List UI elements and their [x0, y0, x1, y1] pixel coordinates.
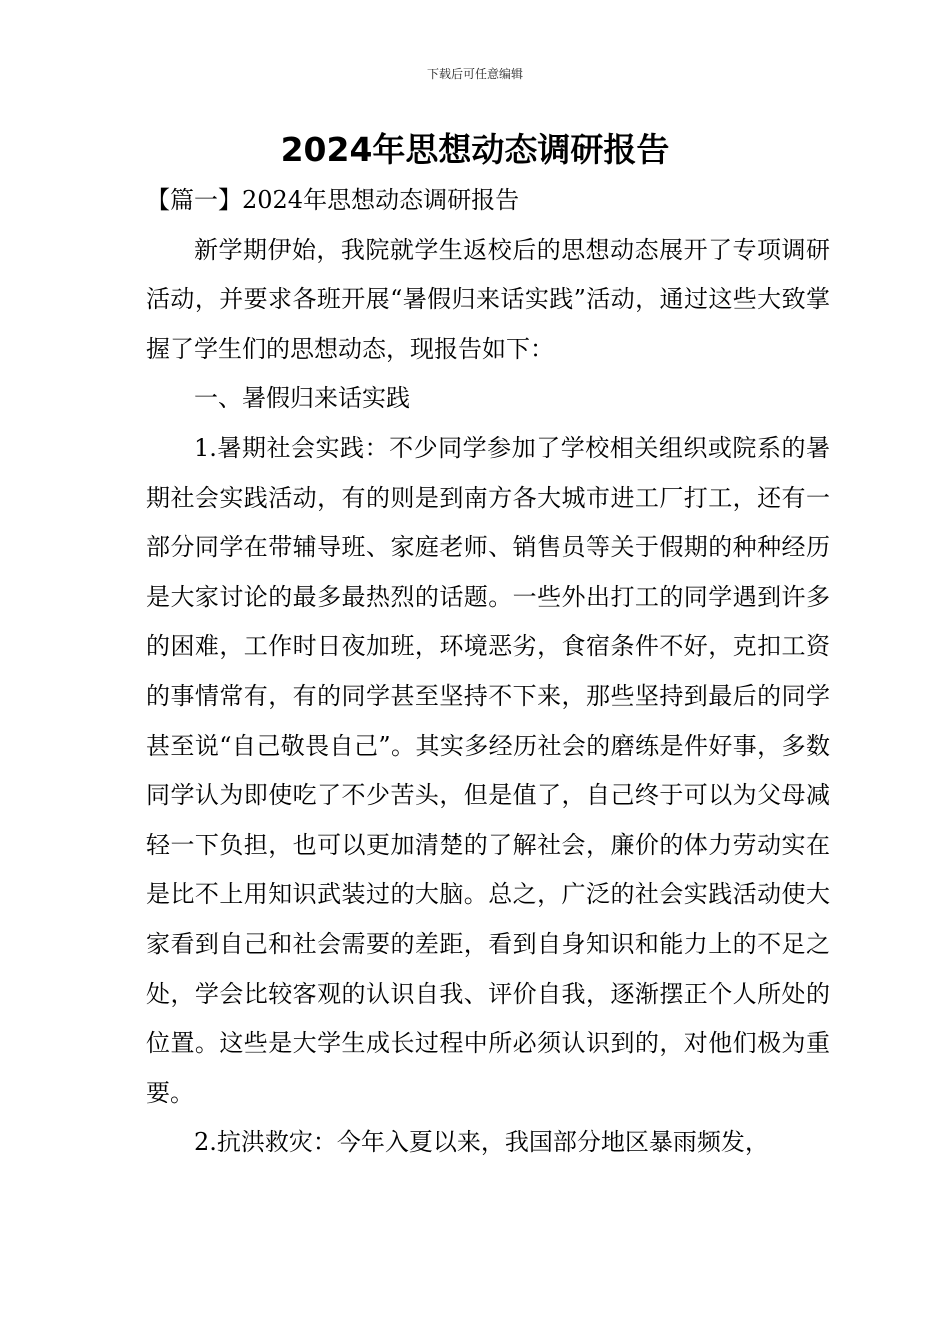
- section-heading: 【篇一】2024年思想动态调研报告: [146, 186, 520, 214]
- paragraph-flood-relief: 2.抗洪救灾：今年入夏以来，我国部分地区暴雨频发，: [194, 1128, 769, 1157]
- paragraph-heading-1: 一、暑假归来话实践: [194, 384, 410, 413]
- document-title: 2024年思想动态调研报告: [280, 130, 670, 169]
- document-body: [146, 176, 830, 1168]
- header-note: 下载后可任意编辑: [426, 67, 523, 81]
- paragraph-intro: 新学期伊始，我院就学生返校后的思想动态展开了专项调研活动，并要求各班开展“暑假归来话实践”活动，通过这些大致掌握了学生们的思想动态，现报告如下：: [146, 235, 830, 363]
- paragraph-summer-practice: 1.暑期社会实践：不少同学参加了学校相关组织或院系的暑期社会实践活动，有的则是到南方各大城市进工厂打工，还有一部分同学在带辅导班、家庭老师、销售员等关于假期的种种经历是大家讨论的最多最热烈的话题。一些外出打工的同学遇到许多的困难，工作时日夜加班，环境恶劣，食宿条件不好，克扣工资的事情常有，有的同学甚至坚持不下来，那些坚持到最后的同学甚至说“自己敬畏自己”。其实多经历社会的磨练是件好事，多数同学认为即使吃了不少苦头，但是值了，自己终于可以为父母减轻一下负担，也可以更加清楚的了解社会，廉价的体力劳动实在是比不上用知识武装过的大脑。总之，广泛的社会实践活动使大家看到自己和社会需要的差距，看到自身知识和能力上的不足之处，学会比较客观的认识自我、评价自我，逐渐摆正个人所处的位置。这些是大学生成长过程中所必须认识到的，对他们极为重要。: [146, 433, 830, 1107]
